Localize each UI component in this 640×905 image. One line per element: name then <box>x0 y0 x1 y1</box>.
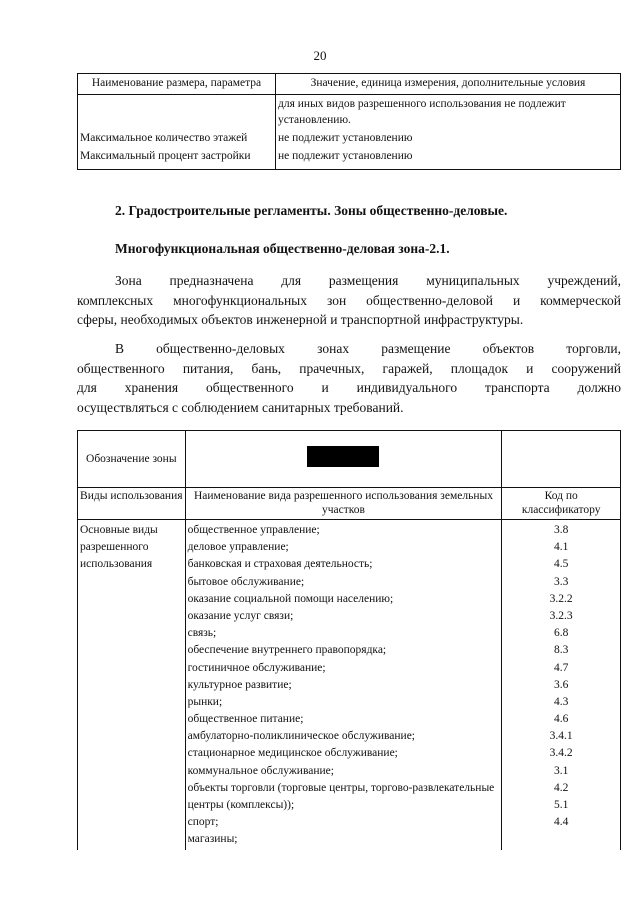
table-row <box>78 95 621 130</box>
use-name: гостиничное обслуживание; <box>187 661 326 674</box>
uses-list <box>188 522 500 849</box>
zone-description-paragraph <box>77 271 621 330</box>
use-code: 4.6 <box>553 713 569 726</box>
header-cell: Виды использования <box>78 488 186 520</box>
table-cell: Максимальное количество этажей <box>78 129 276 147</box>
use-name: спорт; <box>187 816 219 829</box>
use-code: 3.4.1 <box>549 730 573 743</box>
use-name: общественное питание; <box>187 713 304 726</box>
paragraph-line: сферы, необходимых объектов инженерной и транспортной инфраструктуры. <box>77 312 524 327</box>
use-code: 4.1 <box>553 541 569 554</box>
paragraph-line: общественного питания, бань, прачечных, гаражей, площадок и сооружений <box>77 360 621 376</box>
use-name: бытовое обслуживание; <box>187 575 305 588</box>
use-name: объекты торговли (торговые центры, торгово-развлекательные центры (комплексы)); <box>187 781 495 812</box>
table-cell: Максимальный процент застройки <box>78 147 276 170</box>
use-name: обеспечение внутреннего правопорядка; <box>187 644 387 657</box>
use-code: 3.6 <box>553 678 569 691</box>
use-name: амбулаторно-поликлиническое обслуживание; <box>187 730 416 743</box>
use-name: общественное управление; <box>187 524 320 536</box>
use-code: 3.4.2 <box>549 747 573 760</box>
use-name: культурное развитие; <box>187 678 292 691</box>
use-name: банковская и страховая деятельность; <box>187 558 373 571</box>
table-cell <box>78 95 276 130</box>
sanitary-requirements-paragraph <box>77 339 621 417</box>
paragraph-line: для хранения общественного и индивидуального транспорта должно <box>77 380 621 395</box>
use-code: 4.5 <box>553 558 569 571</box>
zone-designation-row <box>78 431 621 488</box>
use-name: связь; <box>187 627 217 640</box>
codes-list <box>504 522 618 831</box>
table-row <box>78 129 621 147</box>
table-header-row <box>78 488 621 520</box>
use-name: оказание социальной помощи населению; <box>187 592 394 605</box>
table-cell: не подлежит установлению <box>276 147 621 170</box>
use-code: 5.1 <box>553 799 569 811</box>
zone-code-cell <box>185 431 502 488</box>
parameters-table <box>77 73 621 170</box>
header-cell: Значение, единица измерения, дополнительные условия <box>276 74 621 95</box>
use-name: коммунальное обслуживание; <box>187 764 334 777</box>
header-cell: Наименование вида разрешенного использования земельных участков <box>185 488 502 520</box>
permitted-uses-table <box>77 430 621 850</box>
page-number: 20 <box>313 48 327 63</box>
use-code: 4.4 <box>553 816 569 829</box>
paragraph-line: Зона предназначена для размещения муниципальных учреждений, <box>115 273 621 288</box>
use-code: 3.3 <box>553 575 569 588</box>
redaction-block <box>307 446 379 467</box>
use-name: рынки; <box>187 695 223 708</box>
use-code: 3.2.2 <box>549 592 573 605</box>
table-cell: для иных видов разрешенного использования не подлежит установлению. <box>276 95 621 130</box>
use-name: оказание услуг связи; <box>187 609 294 622</box>
use-code: 4.7 <box>553 661 569 674</box>
section-heading: 2. Градостроительные регламенты. Зоны общественно-деловые. <box>115 203 508 218</box>
header-cell: Код по классификатору <box>502 488 621 520</box>
codes-list-cell <box>502 520 621 850</box>
use-name: магазины; <box>187 833 238 846</box>
paragraph-line: осуществляться с соблюдением санитарных требований. <box>77 399 404 415</box>
use-code: 6.8 <box>553 627 569 640</box>
header-cell: Наименование размера, параметра <box>78 74 276 95</box>
zone-heading: Многофункциональная общественно-деловая зона-2.1. <box>115 241 450 256</box>
use-code: 3.1 <box>553 764 569 777</box>
zone-label-cell: Обозначение зоны <box>78 431 186 488</box>
table-row <box>78 147 621 170</box>
use-code: 3.2.3 <box>549 609 573 622</box>
table-header-row <box>78 74 621 95</box>
empty-cell <box>502 431 621 488</box>
use-code: 4.2 <box>553 781 569 794</box>
table-cell: не подлежит установлению <box>276 129 621 147</box>
use-name: деловое управление; <box>187 541 289 554</box>
uses-list-cell <box>185 520 502 850</box>
group-label-cell: Основные виды разрешенного использования <box>78 520 186 850</box>
paragraph-line: комплексных многофункциональных зон общественно-деловой и коммерческой <box>77 292 621 308</box>
paragraph-line: В общественно-деловых зонах размещение объектов торговли, <box>115 341 621 356</box>
use-code: 8.3 <box>553 644 569 657</box>
use-code: 4.3 <box>553 695 569 708</box>
use-name: стационарное медицинское обслуживание; <box>187 747 398 760</box>
use-code: 3.8 <box>553 524 569 536</box>
table-row <box>78 520 621 850</box>
